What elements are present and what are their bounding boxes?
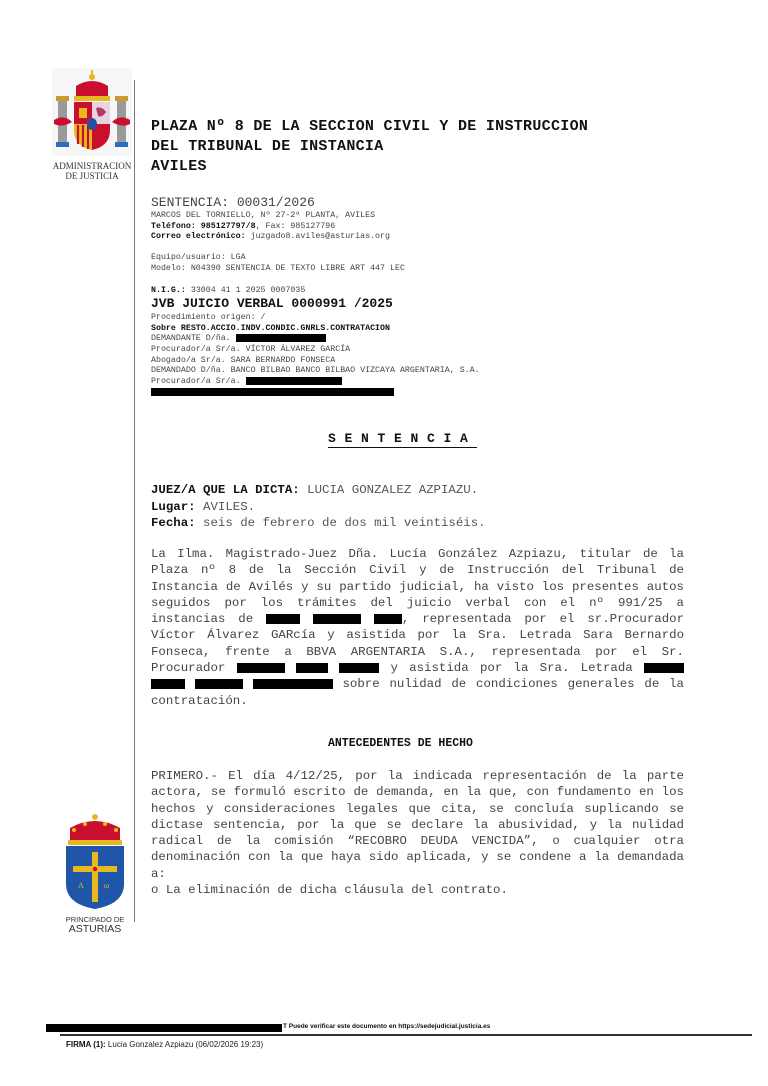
redacted-block <box>151 388 394 396</box>
nig-line: N.I.G.: 33004 41 1 2025 0007035 <box>151 286 306 295</box>
court-address: MARCOS DEL TORNIELLO, Nº 27-2ª PLANTA, AVILES <box>151 211 376 220</box>
sentencia-number: SENTENCIA: 00031/2026 <box>151 195 315 210</box>
spain-coat-of-arms-icon <box>52 68 132 156</box>
intro-paragraph: La Ilma. Magistrado-Juez Dña. Lucía González Azpiazu, titular de la Plaza nº 8 de la Sección Civil y de Instrucción del Tribunal de Instancia de Avilés y su partido judicial, ha visto los presentes autos seguidos por los trámites del juicio verbal con el nº 991/25 a instancias de , representada por el sr.Procurador Víctor Álvarez GARcía y asistida por la Sra. Letrada Sara Bernardo Fonseca, frente a BBVA ARGENTARIA S.A., representada por el Sr. Procurador y asistida por la Sra. Letrada sobre nulidad de condiciones generales de la contratación. <box>151 547 685 708</box>
verify-document-text: T Puede verificar este documento en https://sedejudicial.justicia.es <box>283 1023 491 1030</box>
court-contact-block <box>151 211 390 243</box>
signature-line: FIRMA (1): Lucia Gonzalez Azpiazu (06/02/2026 19:23) <box>66 1040 264 1049</box>
abogado-demandante: Abogado/a Sr/a. SARA BERNARDO FONSECA <box>151 355 336 365</box>
justicia-logo-caption: ADMINISTRACION DE JUSTICIA <box>52 161 132 181</box>
asturias-coat-of-arms-icon <box>60 812 130 910</box>
redacted-block <box>313 614 361 624</box>
judgment-meta <box>151 482 486 532</box>
fax-text: , Fax: 985127796 <box>255 221 336 231</box>
procedimiento-origen: Procedimiento origen: / <box>151 313 266 322</box>
email-value: juzgado8.aviles@asturias.org <box>245 232 390 242</box>
juez-line: JUEZ/A QUE LA DICTA: LUCIA GONZALEZ AZPIAZU. <box>151 483 479 497</box>
procurador-demandante: Procurador/a Sr/a. VÍCTOR ÁLVAREZ GARCÍA <box>151 344 351 354</box>
court-header-line3: AVILES <box>151 158 207 175</box>
redacted-block <box>266 614 300 624</box>
procurador-demandado: Procurador/a Sr/a. <box>151 377 480 388</box>
asturias-logo <box>60 812 130 934</box>
redacted-block <box>237 663 285 673</box>
redacted-block <box>151 679 185 689</box>
case-title: JVB JUICIO VERBAL 0000991 /2025 <box>151 296 393 311</box>
equipo-usuario: Equipo/usuario: LGA <box>151 253 246 262</box>
antecedentes-heading: ANTECEDENTES DE HECHO <box>328 737 473 750</box>
equipo-block <box>151 253 405 274</box>
sobre-line: Sobre RESTO.ACCIO.INDV.CONDIC.GNRLS.CONTRATACION <box>151 323 390 333</box>
court-phone-line: Teléfono: 985127797/8, Fax: 985127796 <box>151 221 336 231</box>
svg-text:ω: ω <box>104 881 110 890</box>
svg-text:A: A <box>78 881 84 890</box>
margin-divider-line <box>134 80 135 922</box>
redacted-block <box>195 679 243 689</box>
redacted-block <box>236 334 326 342</box>
asturias-logo-caption: PRINCIPADO DE ASTURIAS <box>65 915 125 935</box>
court-email-line: Correo electrónico: juzgado8.aviles@asturias.org <box>151 232 390 242</box>
redacted-block <box>246 377 342 385</box>
primero-paragraph <box>151 768 684 898</box>
document-title: SENTENCIA <box>328 431 477 446</box>
footer-divider <box>60 1034 752 1036</box>
redacted-block <box>644 663 684 673</box>
demandante-line: DEMANDANTE D/ña. <box>151 334 480 345</box>
signature-value: Lucia Gonzalez Azpiazu (06/02/2026 19:23) <box>105 1040 264 1049</box>
fecha-line: Fecha: seis de febrero de dos mil veintiséis. <box>151 516 486 530</box>
court-header <box>151 117 588 177</box>
court-header-line1: PLAZA Nº 8 DE LA SECCION CIVIL Y DE INSTRUCCION <box>151 118 589 135</box>
phone-value: 985127797/8 <box>200 221 256 231</box>
demandado-line: DEMANDADO D/ña. BANCO BILBAO BANCO BILBAO VIZCAYA ARGENTARIA, S.A. <box>151 366 480 376</box>
court-header-line2: DEL TRIBUNAL DE INSTANCIA <box>151 138 384 155</box>
redacted-block <box>339 663 379 673</box>
case-parties-block <box>151 313 480 398</box>
primero-text: PRIMERO.- El día 4/12/25, por la indicada representación de la parte actora, se formuló escrito de demanda, en la que, con fundamento en los hechos y consideraciones legales que cita, se concluía suplicando se dictase sentencia, por la que se declare la abusividad, y la nulidad radical de la comisión “RECOBRO DEUDA VENCIDA”, o cualquier otra denominación con la que haya sido aplicada, y se condene a la demandada a: <box>151 769 684 881</box>
redacted-block <box>296 663 328 673</box>
redacted-csv-code <box>46 1024 282 1032</box>
lugar-line: Lugar: AVILES. <box>151 499 256 514</box>
redacted-block <box>374 614 402 624</box>
primero-bullet: o La eliminación de dicha cláusula del contrato. <box>151 883 508 898</box>
justicia-logo <box>52 68 132 181</box>
modelo: Modelo: N04390 SENTENCIA DE TEXTO LIBRE ART 447 LEC <box>151 263 405 273</box>
redacted-line <box>151 388 480 399</box>
redacted-block <box>253 679 333 689</box>
